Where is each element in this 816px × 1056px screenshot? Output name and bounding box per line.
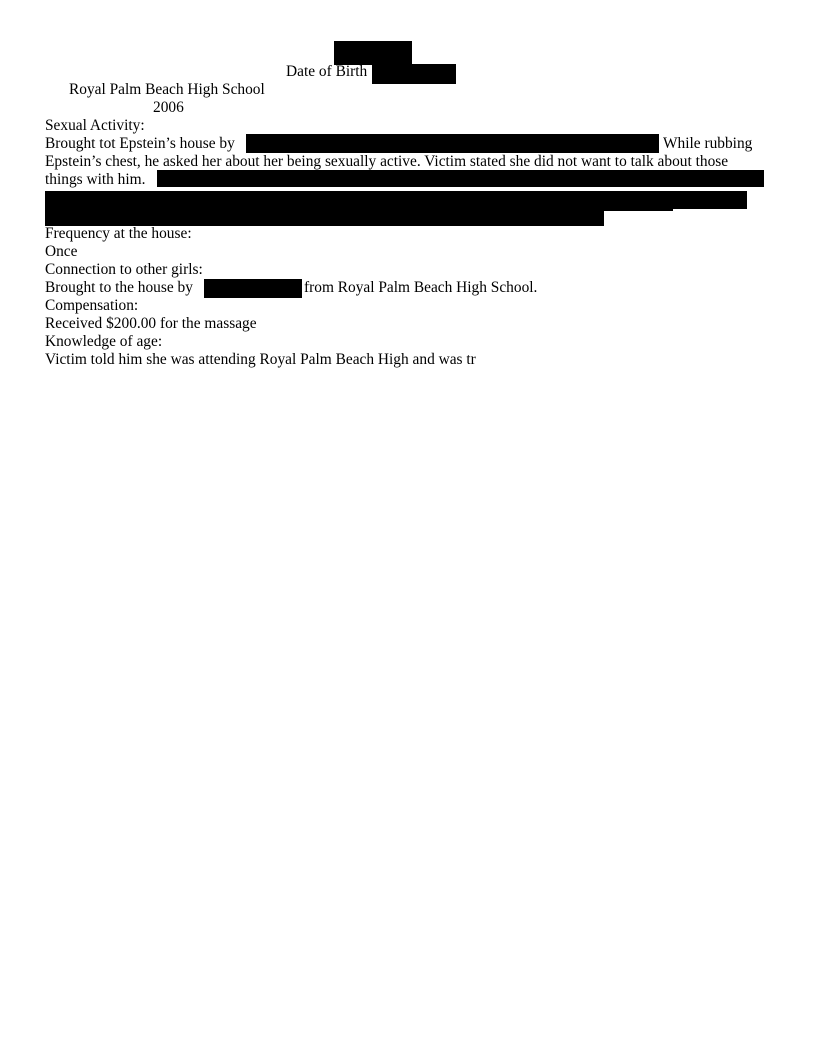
- connection-value-start: Brought to the house by: [45, 279, 193, 296]
- school-name: Royal Palm Beach High School: [69, 81, 265, 98]
- sexual-activity-line1-end: While rubbing: [663, 135, 753, 152]
- redaction-line5: [45, 209, 604, 226]
- redaction-name: [334, 41, 412, 65]
- redaction-line4-a: [45, 191, 673, 211]
- connection-label: Connection to other girls:: [45, 261, 203, 278]
- redaction-dob: [372, 64, 456, 84]
- sexual-activity-label: Sexual Activity:: [45, 117, 145, 134]
- sexual-activity-line3: things with him.: [45, 171, 146, 188]
- compensation-value: Received $200.00 for the massage: [45, 315, 257, 332]
- school-year: 2006: [153, 99, 184, 116]
- redaction-connection: [204, 279, 302, 298]
- sexual-activity-line1-start: Brought tot Epstein’s house by: [45, 135, 235, 152]
- dob-label: Date of Birth: [286, 63, 368, 80]
- redaction-line3: [157, 170, 764, 187]
- redaction-line4-b: [598, 191, 747, 209]
- knowledge-value: Victim told him she was attending Royal Palm Beach High and was tr: [45, 351, 476, 368]
- frequency-label: Frequency at the house:: [45, 225, 192, 242]
- sexual-activity-line2: Epstein’s chest, he asked her about her being sexually active. Victim stated she did not want to talk about those: [45, 153, 729, 170]
- redaction-line1: [246, 134, 659, 153]
- connection-value-end: from Royal Palm Beach High School.: [304, 279, 538, 296]
- frequency-value: Once: [45, 243, 78, 260]
- knowledge-label: Knowledge of age:: [45, 333, 163, 350]
- compensation-label: Compensation:: [45, 297, 139, 314]
